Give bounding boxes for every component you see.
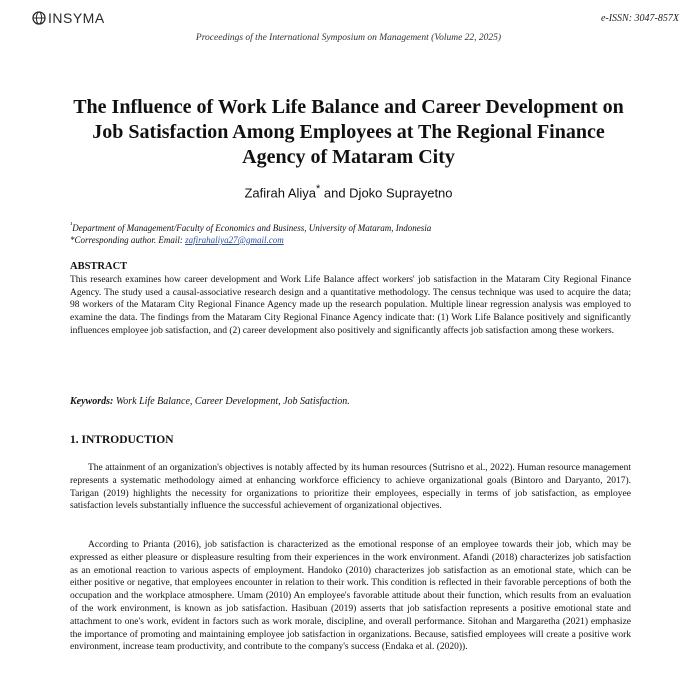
running-header: Proceedings of the International Symposium on Management (Volume 22, 2025) xyxy=(195,33,502,43)
keywords-label: Keywords: xyxy=(70,396,114,407)
body-paragraph: The attainment of an organization's objectives is notably affected by its human resources (Sutrisno et al., 2022). Human resource management represents a systematic methodology aimed at enhancing workforce efficiency to achieve organizational goals (Bintoro and Daryanto, 2017). Tarigan (2019) highlights the necessity for organizations to prioritize their employees, especially in terms of job satisfaction, as employee satisfaction levels substantially influence the successful achievement of organizational objectives. xyxy=(70,463,631,512)
corresponding-label: *Corresponding author. Email: xyxy=(70,235,186,245)
author-name: Djoko Suprayetno xyxy=(349,185,453,201)
conference-logo xyxy=(32,10,105,26)
keywords-text: Work Life Balance, Career Development, Job Satisfaction. xyxy=(113,396,350,407)
abstract-text: This research examines how career development and Work Life Balance affect workers' job satisfaction in the Mataram City Regional Finance Agency. The study used a causal-associative research design and a quantitative methodology. The census technique was used to acquire the data; 98 workers of the Mataram City Regional Finance Agency made up the research population. Multiple linear regression analysis was employed to examine the data. The findings from the Mataram City Regional Finance Agency indicate that: (1) Work Life Balance positively and significantly influences employee job satisfaction, and (2) career development also positively and significantly affects job satisfaction among these workers. xyxy=(70,275,631,336)
globe-logo-icon xyxy=(32,11,46,25)
affiliation-block xyxy=(70,219,431,246)
issn-label: e-ISSN: 3047-857X xyxy=(600,13,679,24)
paper-title: The Influence of Work Life Balance and Career Development on Job Satisfaction Among Employees at The Regional Finance Agency of Mataram City xyxy=(73,96,624,168)
email-link[interactable]: zafirahaliya27@gmail.com xyxy=(185,235,284,245)
affiliation-marker: ¹ xyxy=(70,220,73,229)
keywords-line xyxy=(70,396,631,407)
body-paragraph: According to Prianta (2016), job satisfaction is characterized as the emotional response of an employee towards their job, which may be expressed as either pleasure or displeasure resulting from their experiences in the work environment. Afandi (2018) characterizes job satisfaction as an emotional reaction to various aspects of employment. Handoko (2010) characterizes job satisfaction as an emotional state, which can be either positive or negative, that employees encounter in relation to their work. This condition is reflected in their favorable perceptions of both the occupation and the workplace atmosphere. Umam (2010) An employee's favorable attitude about their function, which results from an evaluation of the work environment, is known as job satisfaction. Hasibuan (2019) asserts that job satisfaction represents a positive emotional state and attachment to one's work, evident in factors such as work morale, discipline, and overall performance. Sitohan and Margaretha (2021) emphasize the importance of promoting and maintaining employee job satisfaction in organizations. Because, satisfied employees will create a positive work environment, increase team productivity, and contribute to the company's success (Endaka et al. (2020)). xyxy=(70,540,631,653)
author-conjunction: and xyxy=(320,185,350,201)
author-superscript: * xyxy=(316,183,321,195)
section-heading-introduction: 1. INTRODUCTION xyxy=(70,434,174,446)
author-line xyxy=(0,183,697,200)
logo-text: INSYMA xyxy=(48,10,105,26)
author-name: Zafirah Aliya xyxy=(244,185,317,201)
corresponding-line xyxy=(70,234,431,246)
affiliation-line xyxy=(70,219,431,234)
abstract-heading: ABSTRACT xyxy=(70,261,128,272)
affiliation-text: Department of Management/Faculty of Economics and Business, University of Mataram, Indonesia xyxy=(72,223,432,233)
